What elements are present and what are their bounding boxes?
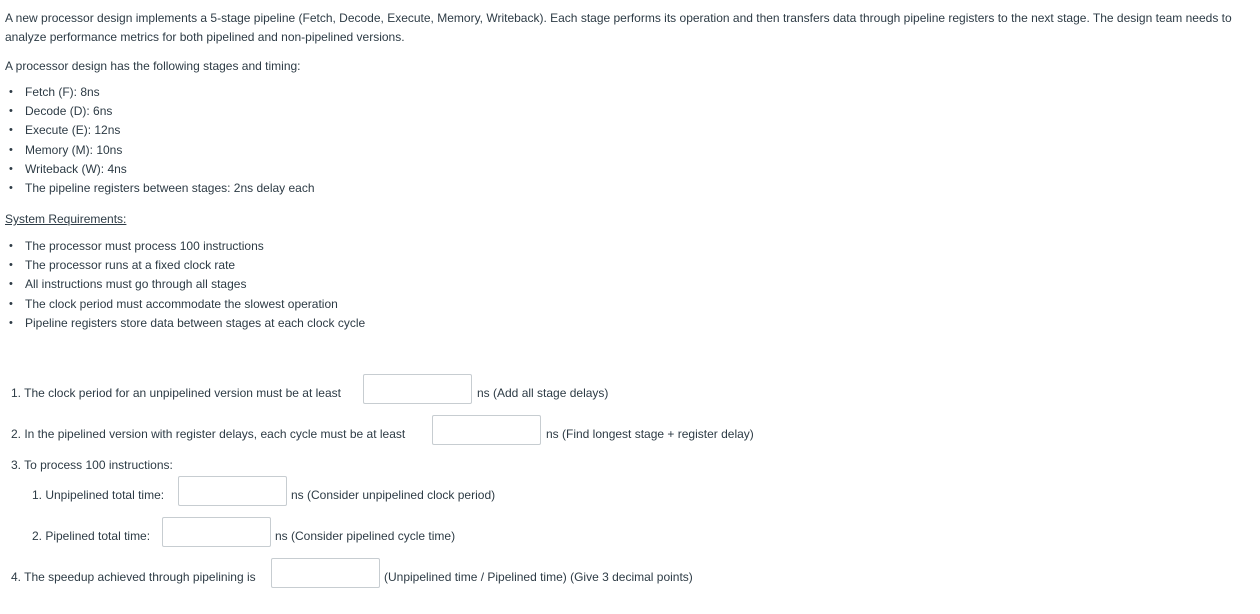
q4-prompt: 4. The speedup achieved through pipelining is xyxy=(11,570,256,584)
q4-hint: (Unpipelined time / Pipelined time) (Give 3 decimal points) xyxy=(384,570,693,584)
q4-speedup-input[interactable] xyxy=(271,558,380,588)
list-item: • The processor runs at a fixed clock rate xyxy=(5,256,365,275)
list-item: • The processor must process 100 instructions xyxy=(5,237,365,256)
requirements-list xyxy=(5,237,365,333)
list-item: • Writeback (W): 4ns xyxy=(5,160,315,179)
q2-answer-input[interactable] xyxy=(432,415,541,445)
q2-prompt: 2. In the pipelined version with register delays, each cycle must be at least xyxy=(11,427,406,441)
list-item: • Fetch (F): 8ns xyxy=(5,83,315,102)
q3-unpipelined-total-input[interactable] xyxy=(178,476,287,506)
list-item: • Execute (E): 12ns xyxy=(5,121,315,140)
list-item: • Pipeline registers store data between stages at each clock cycle xyxy=(5,314,365,333)
q1-prompt: 1. The clock period for an unpipelined version must be at least xyxy=(11,386,341,400)
q3-pipelined-total-input[interactable] xyxy=(162,517,271,547)
timing-heading: A processor design has the following stages and timing: xyxy=(5,59,301,73)
intro-paragraph: A new processor design implements a 5-stage pipeline (Fetch, Decode, Execute, Memory, Writeback). Each stage performs its operation and then transfers data through pipeline registers to the next stage. The design team needs to analyze performance metrics for both pipelined and non-pipelined versions. xyxy=(5,11,1232,44)
q3-prompt: 3. To process 100 instructions: xyxy=(11,458,173,472)
q2-hint: ns (Find longest stage + register delay) xyxy=(546,427,754,441)
q3-sub1-prompt: 1. Unpipelined total time: xyxy=(32,488,165,502)
q1-hint: ns (Add all stage delays) xyxy=(477,386,609,400)
q3-sub1-hint: ns (Consider unpipelined clock period) xyxy=(291,488,496,502)
list-item: • The pipeline registers between stages: 2ns delay each xyxy=(5,179,315,198)
list-item: • Memory (M): 10ns xyxy=(5,141,315,160)
stage-timing-list xyxy=(5,83,315,198)
list-item: • Decode (D): 6ns xyxy=(5,102,315,121)
requirements-heading: System Requirements: xyxy=(5,212,127,226)
list-item: • The clock period must accommodate the slowest operation xyxy=(5,295,365,314)
q1-answer-input[interactable] xyxy=(363,374,472,404)
q3-sub2-prompt: 2. Pipelined total time: xyxy=(32,529,151,543)
list-item: • All instructions must go through all stages xyxy=(5,275,365,294)
q3-sub2-hint: ns (Consider pipelined cycle time) xyxy=(275,529,456,543)
